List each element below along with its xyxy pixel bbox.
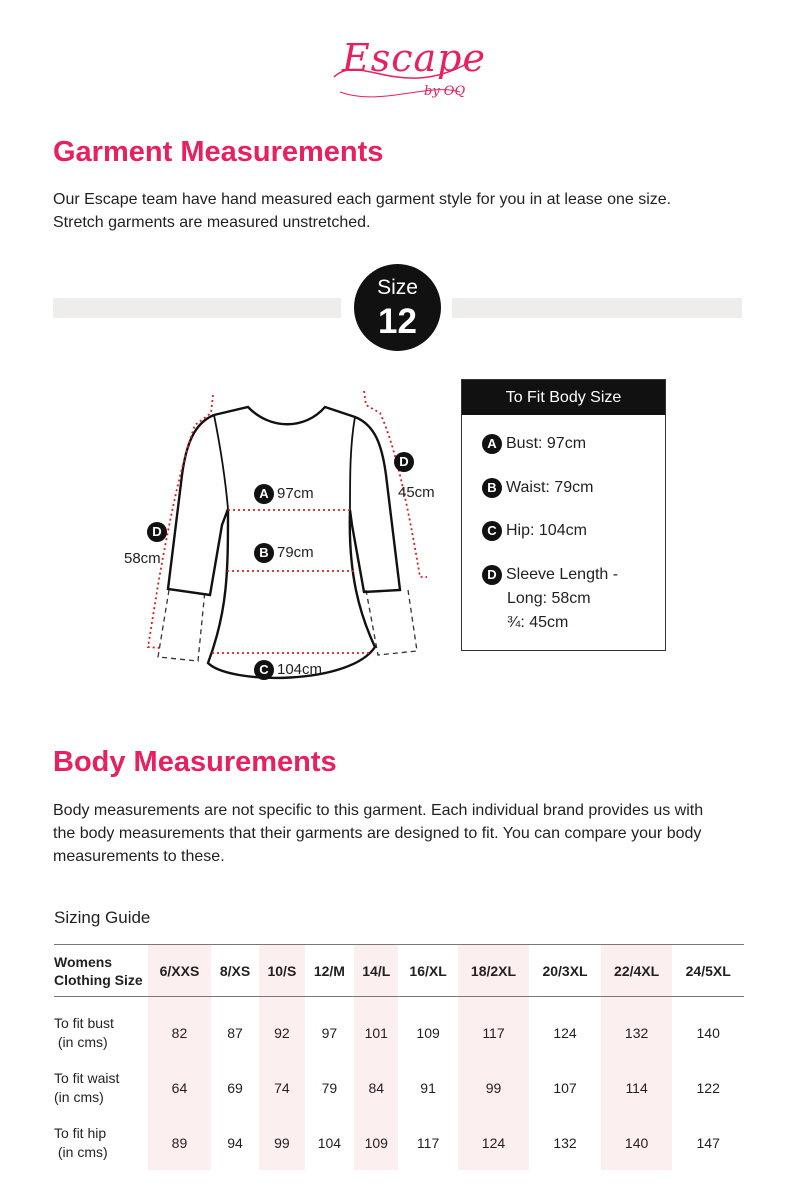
fit-waist-marker: B xyxy=(482,478,502,498)
size-column-header: 20/3XL xyxy=(529,945,601,997)
long-sleeve-marker-wrap xyxy=(147,522,170,542)
size-column-header: 18/2XL xyxy=(458,945,530,997)
left-sleeve-extension xyxy=(158,590,205,661)
table-cell: 132 xyxy=(553,1134,577,1151)
row-label-line: To fit waist xyxy=(54,1069,120,1086)
fit-box-title: To Fit Body Size xyxy=(462,380,665,415)
table-cell: 64 xyxy=(148,1060,211,1115)
table-cell: 109 xyxy=(354,1115,398,1170)
fit-hip-row xyxy=(482,519,587,543)
table-cell: 140 xyxy=(601,1115,673,1170)
fit-bust-row xyxy=(482,432,586,456)
body-intro-line: measurements to these. xyxy=(53,848,225,865)
fit-sleeve-long: Long: 58cm xyxy=(507,590,591,607)
table-cell: 87 xyxy=(227,1024,243,1041)
body-intro xyxy=(53,799,703,868)
garment-intro xyxy=(53,188,671,234)
fit-bust-marker: A xyxy=(482,434,502,454)
sizing-header-row xyxy=(54,945,744,997)
sizing-guide-title: Sizing Guide xyxy=(54,908,151,927)
table-cell: 99 xyxy=(259,1115,305,1170)
table-cell: 140 xyxy=(696,1024,720,1041)
waist-value: 79cm xyxy=(277,543,314,561)
table-cell: 91 xyxy=(420,1079,436,1096)
fit-sleeve-three-quarter: ¾: 45cm xyxy=(507,614,569,631)
size-column-header: 16/XL xyxy=(398,945,457,997)
bust-measurement xyxy=(254,484,314,504)
table-cell: 74 xyxy=(259,1060,305,1115)
header-label-line: Womens xyxy=(54,953,113,970)
size-column-header: 6/XXS xyxy=(148,945,211,997)
hip-value: 104cm xyxy=(277,660,323,678)
size-column-header: 12/M xyxy=(305,945,354,997)
size-badge xyxy=(354,264,441,351)
sizing-table xyxy=(54,944,744,1170)
table-cell: 147 xyxy=(696,1134,720,1151)
table-cell: 124 xyxy=(458,1115,530,1170)
table-cell: 69 xyxy=(227,1079,243,1096)
size-column-header: 24/5XL xyxy=(672,945,744,997)
table-cell: 79 xyxy=(321,1079,338,1096)
size-column-header: 14/L xyxy=(354,945,398,997)
waist-measurement xyxy=(254,543,314,563)
table-cell: 82 xyxy=(148,997,211,1061)
table-cell: 114 xyxy=(601,1060,673,1115)
size-column-header: 22/4XL xyxy=(601,945,673,997)
row-label xyxy=(54,997,148,1061)
fit-hip-text: Hip: 104cm xyxy=(506,522,587,539)
fit-sleeve-row xyxy=(482,563,618,635)
table-cell: 117 xyxy=(416,1134,440,1151)
body-intro-line: the body measurements that their garments are designed to fit. You can compare your body xyxy=(53,825,702,842)
header-label-line: Clothing Size xyxy=(54,971,143,988)
table-row-hip xyxy=(54,1115,744,1170)
divider-band-left xyxy=(53,298,341,318)
fit-bust-text: Bust: 97cm xyxy=(506,435,587,452)
short-sleeve-marker-wrap xyxy=(394,452,417,472)
table-row-waist xyxy=(54,1060,744,1115)
row-label-line: To fit hip xyxy=(54,1124,107,1141)
brand-logo xyxy=(320,22,486,108)
fit-waist-row xyxy=(482,476,593,500)
table-cell: 94 xyxy=(227,1134,243,1151)
garment-intro-line: Our Escape team have hand measured each garment style for you in at lease one size. xyxy=(53,191,672,208)
bust-marker: A xyxy=(254,484,274,504)
row-label-line: To fit bust xyxy=(54,1014,114,1031)
table-cell: 97 xyxy=(321,1024,338,1041)
size-column-header: 8/XS xyxy=(211,945,259,997)
table-cell: 117 xyxy=(458,997,530,1061)
row-label xyxy=(54,1060,148,1115)
row-label-line: (in cms) xyxy=(54,1143,108,1160)
table-cell: 99 xyxy=(458,1060,530,1115)
table-cell: 107 xyxy=(553,1079,577,1096)
fit-sleeve-marker: D xyxy=(482,565,502,585)
sizing-header-label xyxy=(54,945,148,997)
right-armhole-seam xyxy=(350,417,355,510)
table-cell: 101 xyxy=(354,997,398,1061)
fit-body-size-box xyxy=(461,379,666,651)
table-cell: 132 xyxy=(601,997,673,1061)
short-sleeve-value: 45cm xyxy=(398,484,435,501)
row-label-line: (in cms) xyxy=(54,1033,108,1050)
long-sleeve-marker: D xyxy=(147,522,167,542)
size-value: 12 xyxy=(378,302,417,341)
size-column-header: 10/S xyxy=(259,945,305,997)
body-measurements-title: Body Measurements xyxy=(53,746,337,778)
waist-marker: B xyxy=(254,543,274,563)
table-cell: 84 xyxy=(354,1060,398,1115)
bust-value: 97cm xyxy=(277,484,314,502)
fit-hip-marker: C xyxy=(482,521,502,541)
table-cell: 104 xyxy=(317,1134,342,1151)
long-sleeve-value: 58cm xyxy=(124,550,161,567)
table-cell: 89 xyxy=(148,1115,211,1170)
table-row-bust xyxy=(54,997,744,1061)
table-cell: 124 xyxy=(553,1024,577,1041)
garment-measurements-title: Garment Measurements xyxy=(53,136,384,168)
hip-measurement xyxy=(254,660,322,680)
garment-intro-line: Stretch garments are measured unstretched. xyxy=(53,214,371,231)
size-label: Size xyxy=(377,276,418,299)
fit-sleeve-title: Sleeve Length - xyxy=(506,566,619,583)
body-intro-line: Body measurements are not specific to this garment. Each individual brand provides us with xyxy=(53,802,704,819)
hip-marker: C xyxy=(254,660,274,680)
table-cell: 122 xyxy=(696,1079,720,1096)
logo-wordmark: Escape xyxy=(342,36,486,80)
left-armhole-seam xyxy=(214,415,228,509)
fit-waist-text: Waist: 79cm xyxy=(506,479,594,496)
row-label-line: (in cms) xyxy=(54,1088,104,1105)
logo-subtitle: by OQ xyxy=(424,84,466,99)
table-cell: 92 xyxy=(259,997,305,1061)
short-sleeve-marker: D xyxy=(394,452,414,472)
row-label xyxy=(54,1115,148,1170)
table-cell: 109 xyxy=(416,1024,440,1041)
divider-band-right xyxy=(452,298,742,318)
